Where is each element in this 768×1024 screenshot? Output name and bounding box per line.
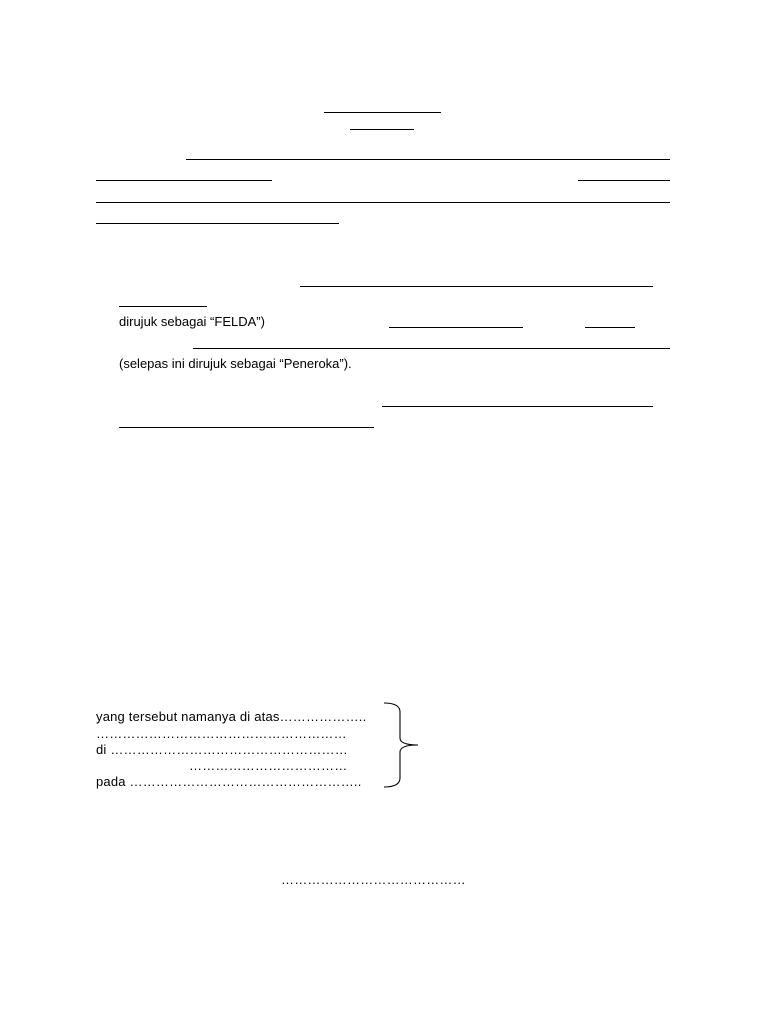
signature-line-name: yang tersebut namanya di atas……………….. — [96, 709, 367, 724]
felda-blank-1 — [300, 286, 653, 287]
felda-blank-4 — [585, 327, 635, 328]
settler-blank-1 — [193, 348, 670, 349]
felda-blank-3 — [389, 327, 523, 328]
opening-blank-5 — [96, 223, 339, 224]
clause-blank-1 — [382, 406, 653, 407]
settler-defined-term: (selepas ini dirujuk sebagai “Peneroka”). — [119, 356, 352, 371]
subtitle-underline — [350, 129, 414, 130]
title-underline — [324, 112, 441, 113]
signature-line-place: di ……………………………………………… — [96, 742, 348, 757]
signature-line-dots: ………………………………………………… — [96, 726, 347, 741]
felda-blank-2 — [119, 306, 207, 307]
signature-line-continued: ……………………………… — [189, 758, 348, 773]
curly-brace — [382, 700, 422, 790]
opening-blank-3 — [578, 180, 670, 181]
felda-defined-term: dirujuk sebagai “FELDA”) — [119, 314, 265, 329]
witness-signature-dots: …………………………………… — [281, 872, 466, 887]
opening-blank-4 — [96, 202, 670, 203]
opening-blank-1 — [186, 159, 670, 160]
clause-blank-2 — [119, 427, 374, 428]
opening-blank-2 — [96, 180, 272, 181]
signature-line-date: pada …………………………………………….. — [96, 774, 362, 789]
